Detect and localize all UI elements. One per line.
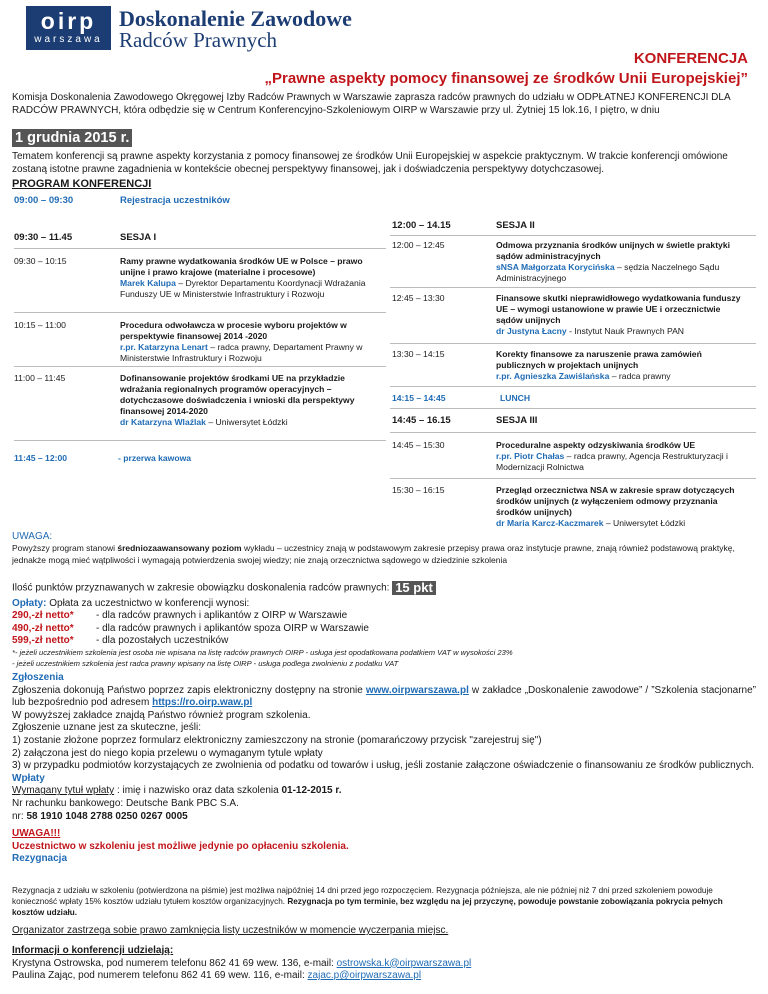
fee-notes <box>12 648 513 669</box>
registration-line-7: 3) w przypadku podmiotów korzystających ze zwolnienia od podatku od towarów i usług, jeśli zostanie załączone oświadczenie o finansowaniu ze środków publicznych. <box>12 760 755 772</box>
registration-text-a: Zgłoszenia dokonują Państwo poprzez zapis elektroniczny dostępny na stronie <box>12 684 366 696</box>
fee-amount: 490,-zł netto* <box>12 622 74 634</box>
item-title: Ramy prawne wydatkowania środków UE w Polsce – prawo unijne i prawo krajowe (materialne i procesowe) <box>120 256 363 277</box>
intro-paragraph: Komisja Doskonalenia Zawodowego Okręgowej Izby Radców Prawnych w Warszawie zaprasza radców prawnych do udziału w ODPŁATNEJ KONFERENCJI DLA RADCÓW PRAWNYCH, która odbędzie się w Centrum Konferencyjno-Szkoleniowym OIRP w Warszawie przy ul. Żytniej 15 lok.16, I piętro, w dniu <box>12 92 731 116</box>
item-time: 14:45 – 15:30 <box>392 440 445 450</box>
divider <box>14 312 386 313</box>
fee-item <box>12 610 369 622</box>
item-time: 12:45 – 13:30 <box>392 293 445 303</box>
item-title: Dofinansowanie projektów środkami UE na przykładzie wdrażania regionalnych programów operacyjnych – dotychczasowe doświadczenia i wnioski dla perspektywy finansowej 2014-2020 <box>120 373 355 416</box>
fee-note-1: *- jeżeli uczestnikiem szkolenia jest osoba nie wpisana na listę radców prawnych OIRP - usługa jest opodatkowana podatkiem VAT w wysokości 23% <box>12 648 513 657</box>
contact-1-text: Krystyna Ostrowska, pod numerem telefonu 862 41 69 wew. 136, e-mail: <box>12 957 337 969</box>
item-body <box>120 320 385 364</box>
item-speaker: dr Maria Karcz-Kaczmarek <box>496 518 604 528</box>
logo-mark <box>26 6 111 50</box>
resignation-heading: Rezygnacja <box>12 853 68 865</box>
contact-2-email-link[interactable]: zajac.p@oirpwarszawa.pl <box>307 970 422 981</box>
item-speaker: r.pr. Agnieszka Zawiślańska <box>496 371 610 381</box>
points-badge: 15 pkt <box>392 581 436 595</box>
item-role: – sędzia Naczelnego Sądu Administracyjnego <box>496 262 720 283</box>
fee-desc: - dla pozostałych uczestników <box>96 634 229 646</box>
registration-line-1 <box>12 685 756 710</box>
item-title: Finansowe skutki nieprawidłowego wydatkowania funduszy UE – wymogi ustanowione w prawie UE i orzecznictwie sądów unijnych <box>496 293 741 325</box>
resignation-main: Rezygnacja z udziału w szkoleniu (potwierdzona na piśmie) jest możliwa najpóźniej 14 dni przed jego rozpoczęciem. Rezygnacja późniejsza, ale nie później niż 7 dni przed szkoleniem powoduje konieczność wpłaty 15% kosztów udziału tytułem kosztów organizacyjnych. <box>12 886 713 906</box>
warning-heading: UWAGA!!! <box>12 828 61 840</box>
session-time: 12:00 – 14.15 <box>392 220 451 231</box>
item-role: – radca prawny, Agencja Restrukturyzacji i Modernizacji Rolnictwa <box>496 451 728 472</box>
item-role: – radca prawny <box>609 371 671 381</box>
note-label: UWAGA: <box>12 531 53 542</box>
session-title: SESJA I <box>120 232 157 243</box>
contact-2-text: Paulina Zając, pod numerem telefonu 862 41 69 wew. 116, e-mail: <box>12 970 308 981</box>
session-title: SESJA III <box>496 415 538 426</box>
divider <box>390 235 756 236</box>
session-time: 09:30 – 11.45 <box>14 232 73 243</box>
divider <box>14 248 386 249</box>
payment-title-date: 01-12-2015 r. <box>281 785 342 797</box>
lunch-label: LUNCH <box>500 393 531 403</box>
payments-heading: Wpłaty <box>12 772 45 784</box>
fees-section <box>12 598 369 647</box>
item-title: Przegląd orzecznictwa NSA w zakresie spraw dotyczących środków unijnych (z wyłączeniem odmowy przyznania środków unijnych) <box>496 485 735 517</box>
item-role: – Uniwersytet Łódzki <box>205 417 288 427</box>
item-time: 12:00 – 12:45 <box>392 240 445 250</box>
registration-line-6: 2) załączona jest do niego kopia przelewu o wymaganym tytule wpłaty <box>12 747 323 759</box>
bank-account-line <box>12 811 756 824</box>
divider <box>390 343 756 344</box>
break-label: - przerwa kawowa <box>118 453 192 463</box>
item-time: 15:30 – 16:15 <box>392 485 445 495</box>
item-speaker: r.pr. Piotr Chałas <box>496 451 565 461</box>
resignation-text <box>12 885 756 918</box>
logo-line-2: Radców Prawnych <box>119 28 278 52</box>
registration-heading: Zgłoszenia <box>12 672 64 683</box>
item-speaker: sNSA Małgorzata Korycińska <box>496 262 615 272</box>
warning-text: Uczestnictwo w szkoleniu jest możliwe jedynie po opłaceniu szkolenia. <box>12 840 349 852</box>
program-heading: PROGRAM KONFERENCJI <box>12 178 152 190</box>
item-speaker: dr Katarzyna Wlaźlak <box>120 417 206 427</box>
logo-line-1: Doskonalenie Zawodowe <box>119 6 352 31</box>
fee-item <box>12 635 369 647</box>
divider <box>14 366 386 367</box>
item-time: 11:00 – 11:45 <box>14 373 66 383</box>
registration-section <box>12 672 756 866</box>
registration-time: 09:00 – 09:30 <box>14 195 74 206</box>
contact-section <box>12 945 471 983</box>
description-paragraph: Tematem konferencji są prawne aspekty korzystania z pomocy finansowej ze środków Unii Europejskiej w aspekcie praktycznym. W trakcie konferencji omówione zostaną istotne prawne zagadnienia w kontekście obecnej perspektywy finansowej, jak i doświadczenia perspektywy dotychczasowej. <box>12 151 728 175</box>
item-body <box>496 440 744 473</box>
item-body <box>496 240 744 284</box>
points-line <box>12 581 436 596</box>
registration-line-4: Zgłoszenie uznane jest za skuteczne, jeśli: <box>12 722 201 734</box>
item-role: – Uniwersytet Łódzki <box>603 518 686 528</box>
fee-amount: 290,-zł netto* <box>12 610 74 622</box>
registration-label: Rejestracja uczestników <box>120 195 230 206</box>
item-role: – Dyrektor Departamentu Koordynacji Wdrażania Funduszy UE w Ministerstwie Infrastruktury i Rozwoju <box>120 278 366 299</box>
fee-item <box>12 623 369 635</box>
item-speaker: r.pr. Katarzyna Lenart <box>120 342 208 352</box>
note-text-b: wykładu – uczestnicy znają w podstawowym zakresie przepisy prawa oraz instytucje prawne, znają również podstawową praktykę, jednakże mogą mieć wątpliwości i wymagają potwierdzenia swojej wiedzy; nie znają orzecznictwa sądowego w dziedzinie szkolenia <box>12 543 735 565</box>
contact-person-1 <box>12 958 471 971</box>
divider <box>390 386 756 387</box>
conference-title: „Prawne aspekty pomocy finansowej ze środków Unii Europejskiej” <box>264 70 748 87</box>
registration-text-b: w zakładce „Doskonalenie zawodowe” / ”Szkolenia stacjonarne” lub bezpośrednio pod adresem <box>12 684 756 709</box>
item-role: – radca prawny, Departament Prawny w Ministerstwie Infrastruktury i Rozwoju <box>120 342 363 363</box>
note-text-a: Powyższy program stanowi <box>12 543 118 553</box>
organizer-note: Organizator zastrzega sobie prawo zamknięcia listy uczestników w momencie wyczerpania miejsc. <box>12 925 449 936</box>
fees-intro: Opłata za uczestnictwo w konferencji wynosi: <box>46 598 250 609</box>
item-time: 13:30 – 14:15 <box>392 349 445 359</box>
item-body <box>120 373 385 428</box>
bank-nr-label: nr: <box>12 810 27 822</box>
fee-note-2: - jeżeli uczestnikiem szkolenia jest radca prawny wpisany na listę OIRP - usługa podlega zwolnieniu z podatku VAT <box>12 658 399 668</box>
item-time: 10:15 – 11:00 <box>14 320 66 330</box>
item-role: - Instytut Nauk Prawnych PAN <box>566 326 685 336</box>
divider <box>390 408 756 409</box>
points-label: Ilość punktów przyznawanych w zakresie obowiązku doskonalenia radców prawnych: <box>12 582 390 594</box>
item-title: Procedura odwoławcza w procesie wyboru projektów w perspektywie finansowej 2014 -2020 <box>120 320 347 341</box>
fee-desc: - dla radców prawnych i aplikantów z OIRP w Warszawie <box>96 610 348 622</box>
item-body <box>496 485 744 529</box>
note-text <box>12 543 756 566</box>
divider <box>14 440 386 441</box>
resignation-bold: Rezygnacja po tym terminie, bez względu na jej przyczynę, powoduje powstanie zobowiązania pokrycia pełnych kosztów udziału. <box>12 897 723 917</box>
note-level: średniozaawansowany poziom <box>117 543 242 553</box>
logo <box>26 6 352 52</box>
bank-account-number: 58 1910 1048 2788 0250 0267 0005 <box>26 810 188 822</box>
divider <box>390 432 756 433</box>
contact-heading: Informacji o konferencji udzielają: <box>12 945 174 956</box>
divider <box>390 478 756 479</box>
item-body <box>496 349 744 382</box>
oirp-website-link[interactable]: www.oirpwarszawa.pl <box>365 684 469 696</box>
session-title: SESJA II <box>496 220 535 231</box>
konferencja-label: KONFERENCJA <box>633 50 748 67</box>
item-title: Odmowa przyznania środków unijnych w świetle praktyki sądów administracyjnych <box>496 240 730 261</box>
item-body <box>120 256 385 300</box>
break-time: 11:45 – 12:00 <box>14 453 68 463</box>
date-badge: 1 grudnia 2015 r. <box>12 129 132 147</box>
item-title: Proceduralne aspekty odzyskiwania środków UE <box>496 440 696 450</box>
lunch-time: 14:15 – 14:45 <box>392 393 446 403</box>
fee-amount: 599,-zł netto* <box>12 634 74 646</box>
item-speaker: dr Justyna Łacny <box>496 326 567 336</box>
payment-title-line <box>12 785 756 798</box>
logo-city-text: warszawa <box>34 34 103 45</box>
payment-title-label: Wymagany tytuł wpłaty <box>12 785 115 797</box>
logo-oirp-text: oirp <box>40 8 97 34</box>
item-title: Korekty finansowe za naruszenie prawa zamówień publicznych w projektach unijnych <box>496 349 702 370</box>
contact-person-2 <box>12 970 471 983</box>
fees-label: Opłaty: <box>12 598 47 609</box>
fees-header <box>12 598 369 610</box>
session-time: 14:45 – 16.15 <box>392 415 451 426</box>
fee-desc: - dla radców prawnych i aplikantów spoza OIRP w Warszawie <box>96 622 369 634</box>
registration-line-5: 1) zostanie złożone poprzez formularz elektroniczny zamieszczony na stronie (pomarańczowy przycisk "zarejestruj się") <box>12 734 542 746</box>
divider <box>390 287 756 288</box>
bank-name-line: Nr rachunku bankowego: Deutsche Bank PBC S.A. <box>12 797 239 809</box>
registration-line-3: W powyższej zakładce znajdą Państwo również program szkolenia. <box>12 709 311 721</box>
registration-portal-link[interactable]: https://ro.oirp.waw.pl <box>152 697 253 709</box>
payment-title-text: : imię i nazwisko oraz data szkolenia <box>114 785 282 797</box>
item-speaker: Marek Kalupa <box>120 278 176 288</box>
item-body <box>496 293 744 337</box>
item-time: 09:30 – 10:15 <box>14 256 67 266</box>
contact-1-email-link[interactable]: ostrowska.k@oirpwarszawa.pl <box>336 957 472 969</box>
